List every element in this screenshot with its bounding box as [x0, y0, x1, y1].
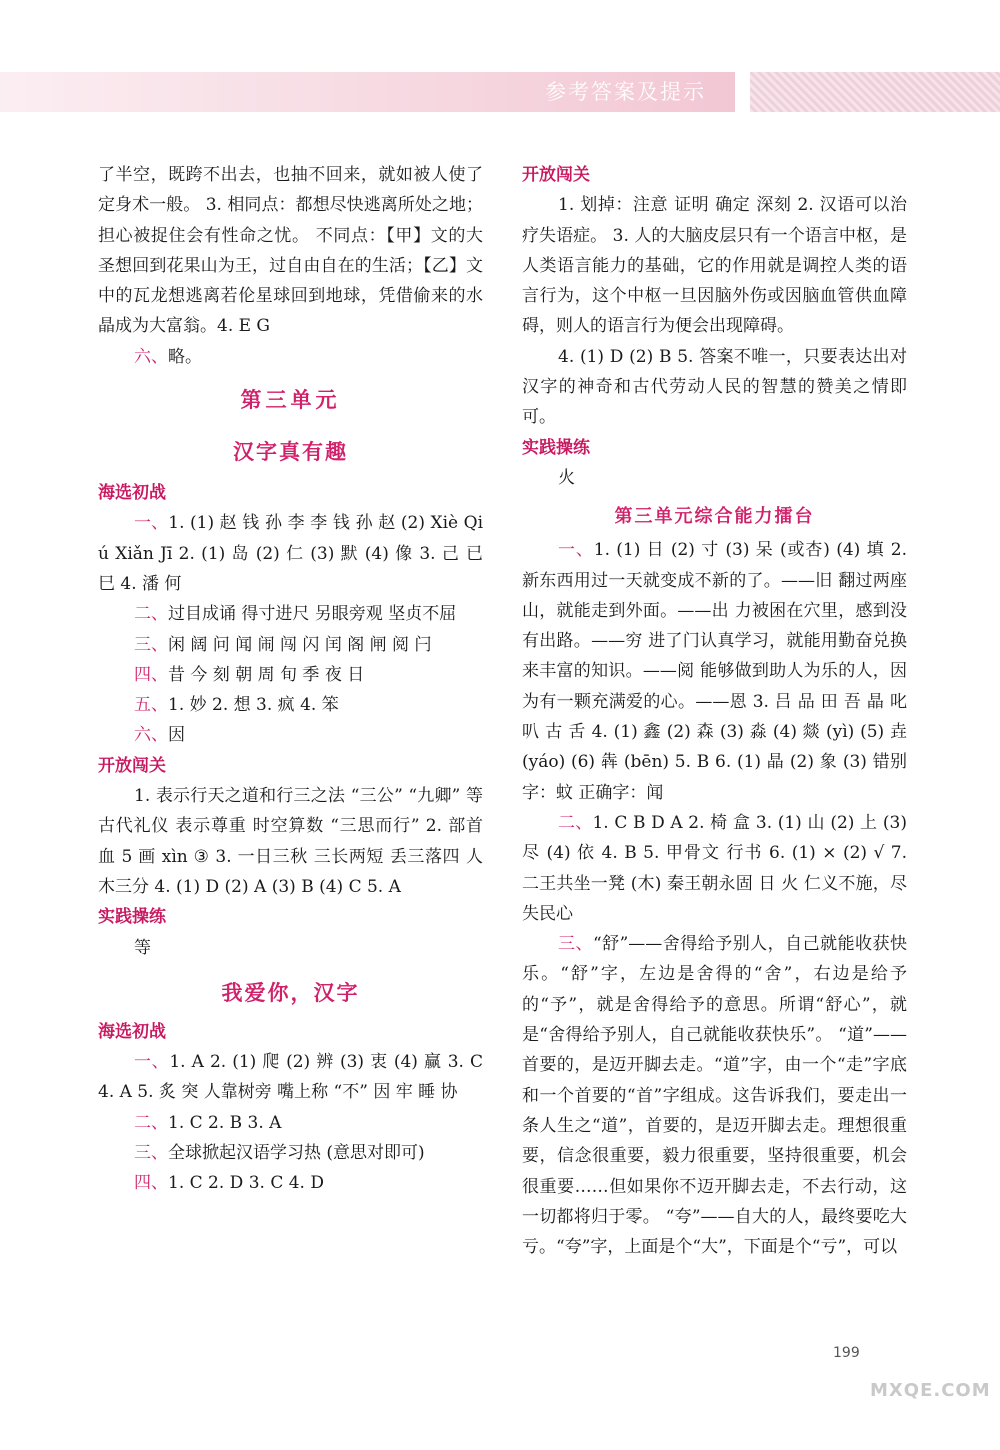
section-heading: 实践操练: [522, 437, 590, 458]
section-heading: 海选初战: [98, 1021, 166, 1042]
answer-text: 1. A 2. (1) 爬 (2) 辨 (3) 衷 (4) 赢 3. C 4. A 5. 炙 突 人靠树旁 嘴上称 “不” 因 牢 睡 协: [98, 1052, 483, 1103]
answer-label: 二、: [134, 604, 168, 625]
answer-text: 略。: [168, 346, 202, 367]
lesson-title: 我爱你，汉字: [221, 980, 360, 1005]
answer-item: [98, 660, 483, 690]
section-heading: 实践操练: [98, 907, 166, 928]
section-heading: 海选初战: [98, 483, 166, 504]
page-number: 199: [833, 1345, 860, 1361]
unit-title: 第三单元: [240, 388, 341, 413]
answer-text: “舒”——舍得给予别人，自己就能收获快乐。“舒”字，左边是舍得的“舍”，右边是给予的“予”，就是舍得给予的意思。所谓“舒心”，就是“舍得给予别人，自己就能收获快乐”。 “道”——首要的，是迈开脚去走。“道”字，由一个“走”字底和一个首要的“首”字组成。这告诉我们，要走出一条人生之“道”，首要的，是迈开脚去走。理想很重要，信念很重要，毅力很重要，坚持很重要，机会很重要……但如果你不迈开脚去走，不去行动，这一切都将归于零。 “夸”——自大的人，最终要吃大亏。“夸”字，上面是个“大”，下面是个“亏”，可以: [522, 934, 908, 1258]
answer-item: [98, 630, 483, 660]
answer-item: [98, 720, 483, 750]
right-column: [522, 160, 907, 1262]
answer-item: [522, 808, 907, 929]
answer-item: [522, 535, 907, 808]
answer-item: [98, 1047, 483, 1108]
answer-item: 4. (1) D (2) B 5. 答案不唯一，只要表达出对汉字的神奇和古代劳动人民的智慧的赞美之情即可。: [522, 346, 907, 428]
lesson-title: 汉字真有趣: [233, 440, 348, 465]
answer-label: 三、: [558, 934, 593, 955]
answer-label: 六、: [134, 346, 168, 367]
answer-text: 全球掀起汉语学习热 (意思对即可): [168, 1143, 425, 1164]
answer-item: [98, 508, 483, 599]
answer-item: 等: [134, 937, 151, 958]
answer-item: [522, 929, 907, 1262]
answer-label: 二、: [558, 812, 593, 833]
answer-text: 因: [168, 725, 185, 746]
answer-six: [98, 342, 483, 372]
answer-item: 1. 表示行天之道和行三之法 “三公” “九卿” 等 古代礼仪 表示尊重 时空算数 “三思而行” 2. 部首 血 5 画 xìn ③ 3. 一日三秋 三长两短 丢三落四 人木三分 4. (1) D (2) A (3) B (4) C 5. A: [98, 786, 483, 897]
continued-answer: 了半空，既跨不出去，也抽不回来，就如被人使了定身术一般。 3. 相同点：都想尽快逃离所处之地；担心被捉住会有性命之忧。 不同点：【甲】文的大圣想回到花果山为王，过自由自在的生活；【乙】文中的瓦龙想逃离若伦星球回到地球，凭借偷来的水晶成为大富翁。4. E G: [98, 165, 483, 337]
answer-item: [98, 599, 483, 629]
answer-item: [98, 690, 483, 720]
answer-text: 1. C 2. B 3. A: [168, 1112, 282, 1133]
review-title: 第三单元综合能力擂台: [614, 506, 815, 528]
watermark-logo: MXQE.COM: [870, 1380, 991, 1401]
answer-label: 一、: [558, 540, 594, 561]
answer-label: 六、: [134, 725, 168, 746]
header-decoration: [750, 72, 1000, 112]
answer-item: [98, 1108, 483, 1138]
answer-item: 火: [558, 467, 575, 488]
answer-text: 闲 阔 问 闻 闹 闯 闪 闰 阁 闸 阅 闩: [168, 634, 432, 655]
answer-text: 1. C 2. D 3. C 4. D: [168, 1173, 324, 1194]
answer-label: 二、: [134, 1112, 168, 1133]
answer-label: 四、: [134, 1173, 168, 1194]
answer-text: 过目成诵 得寸进尺 另眼旁观 坚贞不屈: [168, 604, 457, 625]
left-column: [98, 160, 483, 1199]
answer-text: 1. 妙 2. 想 3. 疯 4. 笨: [168, 695, 339, 716]
page-header-title: 参考答案及提示: [545, 80, 706, 104]
answer-label: 一、: [134, 1052, 170, 1073]
answer-label: 四、: [134, 664, 168, 685]
answer-text: 1. (1) 赵 钱 孙 李 李 钱 孙 赵 (2) Xiè Qiú Xiǎn Jī 2. (1) 岛 (2) 仁 (3) 默 (4) 像 3. 己 已 巳 4. 潘 何: [98, 513, 484, 594]
answer-text: 1. (1) 日 (2) 寸 (3) 呆 (或杏) (4) 填 2. 新东西用过一天就变成不新的了。——旧 翻过两座山，就能走到外面。——出 力被困在穴里，感到没有出路。——穷 进了门认真学习，就能用勤奋兑换来丰富的知识。——阅 能够做到助人为乐的人，因为有一颗充满爱的心。——恩 3. 吕 品 田 吾 晶 叱 叭 古 舌 4. (1) 鑫 (2) 森 (3) 淼 (4) 燚 (yì) (5) 垚 (yáo) (6) 犇 (bēn) 5. B 6. (1) 晶 (2) 象 (3) 错别字：蚊 正确字：闻: [522, 540, 907, 803]
answer-item: [98, 1168, 483, 1198]
answer-label: 三、: [134, 634, 168, 655]
section-heading: 开放闯关: [98, 755, 166, 776]
answer-label: 五、: [134, 695, 168, 716]
answer-label: 三、: [134, 1143, 168, 1164]
answer-item: [98, 1138, 483, 1168]
answer-item: 1. 划掉：注意 证明 确定 深刻 2. 汉语可以治疗失语症。 3. 人的大脑皮层只有一个语言中枢，是人类语言能力的基础，它的作用就是调控人类的语言行为，这个中枢一旦因脑外伤或因脑血管供血障碍，则人的语言行为便会出现障碍。: [522, 195, 907, 337]
answer-text: 1. C B D A 2. 椅 盒 3. (1) 山 (2) 上 (3) 尽 (4) 依 4. B 5. 甲骨文 行书 6. (1) × (2) √ 7. 二王共坐一凳 (木) 秦王朝永固 日 火 仁义不施，尽失民心: [522, 812, 907, 924]
answer-text: 昔 今 刻 朝 周 旬 季 夜 日: [168, 664, 365, 685]
answer-label: 一、: [134, 513, 169, 534]
section-heading: 开放闯关: [522, 165, 590, 185]
